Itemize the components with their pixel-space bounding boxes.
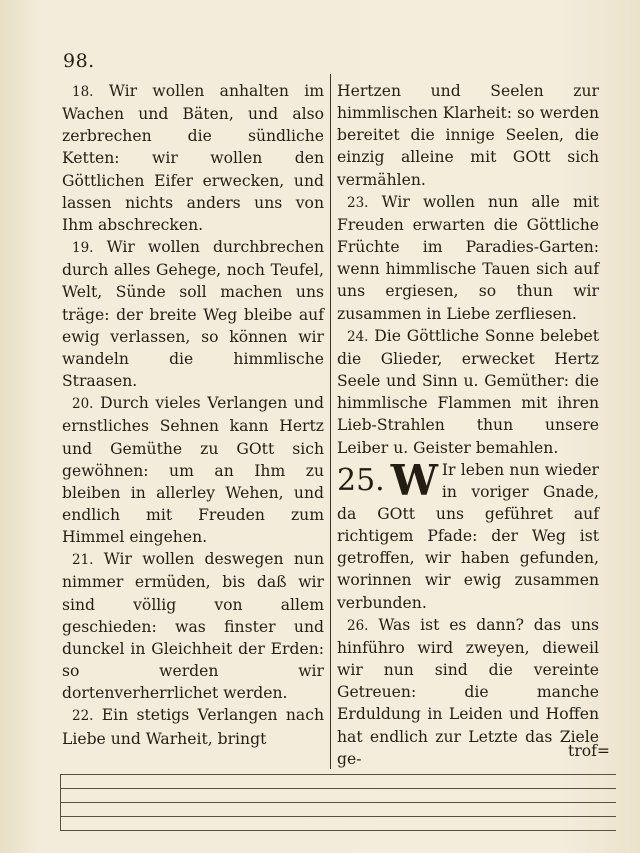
music-staff	[60, 772, 616, 832]
verse-text: Ein stetigs Verlangen nach Liebe und Warheit, bringt	[62, 706, 324, 748]
page-number: 98.	[63, 50, 95, 72]
verse-24	[337, 325, 599, 459]
right-column	[337, 80, 599, 770]
drop-cap: W	[390, 455, 438, 505]
staff-line	[60, 774, 616, 775]
verse-text: Hertzen und Seelen zur himmlischen Klarheit: so werden bereitet die innige Seelen, die einzig alleine mit GOtt sich vermählen.	[337, 82, 599, 189]
verse-number: 19.	[72, 240, 94, 257]
verse-18	[62, 80, 324, 236]
verse-19	[62, 236, 324, 392]
column-divider	[330, 74, 331, 769]
staff-line	[60, 802, 616, 803]
verse-number: 25.	[337, 462, 385, 498]
verse-number: 24.	[347, 328, 369, 345]
verse-22	[62, 704, 324, 749]
verse-21	[62, 548, 324, 704]
staff-line	[60, 830, 616, 831]
left-column	[62, 80, 324, 750]
verse-number: 18.	[72, 84, 94, 100]
verse-text: Durch vieles Verlangen und ernstliches Sehnen kann Hertz und Gemüthe zu GOtt sich gewöhnen: um an Ihm zu bleiben in allerley Wehen, und endlich mit Freuden zum Himmel eingehen.	[62, 394, 324, 547]
verse-26	[337, 614, 599, 770]
verse-20	[62, 392, 324, 548]
verse-25	[337, 455, 599, 614]
verse-number: 21.	[72, 552, 94, 569]
verse-23	[337, 191, 599, 325]
verse-text: Wir wollen deswegen nun nimmer ermüden, bis daß wir sind völlig von allem geschieden: was finster und dunckel in Gleichheit der Erden: so werden wir dortenverherrlichet werden.	[62, 550, 324, 703]
verse-text: Wir wollen durchbrechen durch alles Gehege, noch Teufel, Welt, Sünde soll machen uns träge: der breite Weg bleibe auf ewig verlassen, so können wir wandeln die himmlische Straasen.	[62, 238, 324, 391]
verse-text: Wir wollen anhalten im Wachen und Bäten, und also zerbrechen die sündliche Ketten: wir wollen den Göttlichen Eifer erwecken, und lassen nichts anders uns von Ihm abschrecken.	[62, 82, 324, 234]
verse-text: Wir wollen nun alle mit Freuden erwarten die Göttliche Früchte im Paradies-Garten: wenn himmlische Tauen sich auf uns ergiesen, so thun wir zusammen in Liebe zerfliesen.	[337, 192, 599, 323]
staff-line	[60, 816, 616, 817]
staff-line	[60, 788, 616, 789]
verse-text: Ir leben nun wieder in voriger Gnade, da GOtt uns geführet auf richtigem Pfade: der Weg ist getroffen, wir haben gefunden, worinnen wir ewig zusammen verbunden.	[337, 460, 599, 612]
verse-text: Was ist es dann? das uns hinführo wird zweyen, dieweil wir nun sind die vereinte Getreuen: die manche Erduldung in Leiden und Hoffen hat endlich zur Letzte das Ziele ge-	[337, 615, 599, 768]
verse-number: 20.	[72, 396, 94, 413]
verse-number: 26.	[347, 617, 369, 634]
verse-22-continued	[337, 80, 599, 191]
verse-number: 22.	[72, 708, 94, 725]
verse-number: 23.	[347, 194, 369, 211]
verse-text: Die Göttliche Sonne belebet die Glieder, erwecket Hertz Seele und Sinn u. Gemüther: die himmlische Flammen mit ihren Lieb-Strahlen thun unsere Leiber u. Geister bemahlen.	[337, 326, 599, 457]
catchword: trof=	[568, 742, 610, 760]
